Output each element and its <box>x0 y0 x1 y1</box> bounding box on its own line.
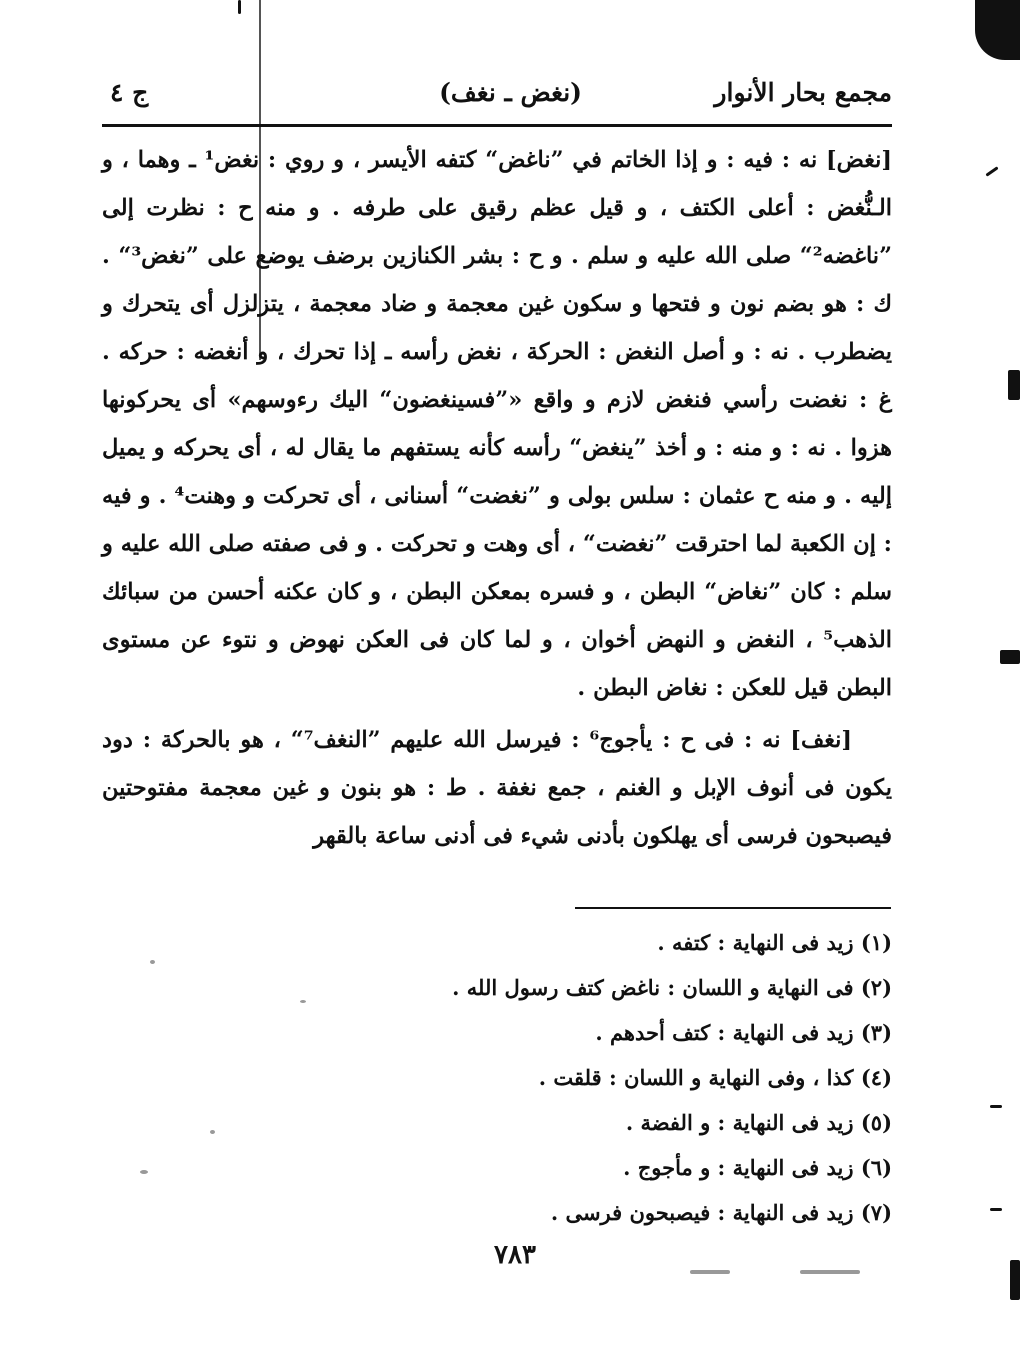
footnote-7: (٧) زيد فى النهاية : فيصبحون فرسى . <box>550 1200 892 1225</box>
page-number: ٧٨٣ <box>494 1240 536 1270</box>
footnote-rule <box>575 907 891 909</box>
header-headwords: (نغض ـ نغف) <box>439 78 582 107</box>
entry-nghf: [نغف] نه : فى ح : يأجوج⁶ : فيرسل الله عليهم ”النغف⁷“ ، هو بالحركة : دود يكون فى أنوف الإبل و الغنم ، جمع نغفة . ط : هو بنون و غين معجمة مفتوحتين فيصبحون فرسى أى يهلكون بأدنى شيء فى أدنى ساعة بالقهر <box>102 727 892 849</box>
scan-noise <box>800 1270 860 1274</box>
edge-tick-right-1 <box>985 166 998 176</box>
edge-tick-right-3 <box>990 1208 1002 1211</box>
main-text <box>102 136 892 860</box>
footnote-5: (٥) زيد فى النهاية : و الفضة . <box>625 1110 892 1135</box>
page-header <box>100 72 892 112</box>
running-title: مجمع بحار الأنوار <box>714 78 892 107</box>
scan-noise <box>140 1170 148 1174</box>
scan-noise <box>300 1000 306 1003</box>
edge-tick-right-2 <box>990 1105 1002 1108</box>
footnote-4: (٤) كذا ، وفى النهاية و اللسان : قلقت . <box>538 1065 892 1090</box>
footnote-6: (٦) زيد فى النهاية : و مأجوج . <box>623 1155 892 1180</box>
footnote-1: (١) زيد فى النهاية : كتفه . <box>657 930 892 955</box>
edge-blot-right-2 <box>1000 650 1020 664</box>
edge-blot-top-right <box>975 0 1020 60</box>
footnotes <box>292 920 892 1235</box>
edge-blot-right-1 <box>1008 370 1020 400</box>
entry-nghd: [نغض] نه : فيه : و إذا الخاتم في ”ناغض“ كتفه الأيسر ، و روي : نغض¹ ـ وهما ، و الـنُّغض : أعلى الكتف ، و قيل عظم رقيق على طرفه . و منه ح : نظرت إلى ”ناغضه²“ صلى الله عليه و سلم . و ح : بشر الكنازين برضف يوضع على ”نغض³“ . ك : هو بضم نون و فتحها و سكون غين معجمة و ضاد معجمة ، يتزلزل أى يتحرك و يضطرب . نه : و أصل النغض : الحركة ، نغض رأسه ـ إذا تحرك ، و أنغضه : حركه . غ : نغضت رأسي فنغض لازم و واقع «”فسينغضون“ اليك رءوسهم» أى يحركونها هزوا . نه : و منه : و أخذ ”ينغض“ رأسه كأنه يستفهم ما يقال له ، أى يحركه و يميل إليه . و منه ح عثمان : سلس بولى و ”نغضت“ أسنانى ، أى تحركت و وهنت⁴ . و فيه : إن الكعبة لما احترقت ”نغضت“ ، أى وهت و تحركت . و فى صفته صلى الله عليه و سلم : كان ”نغاض“ البطن ، و فسره بمعكن البطن ، و كان عكنه أحسن من سبائك الذهب⁵ ، النغض و النهض أخوان ، و لما كان فى العكن نهوض و نتوء عن مستوى البطن قيل للعكن : نغاض البطن . <box>102 147 893 701</box>
scan-noise <box>690 1270 730 1274</box>
edge-blot-right-3 <box>1010 1260 1020 1300</box>
footnote-3: (٣) زيد فى النهاية : كتف أحدهم . <box>595 1020 892 1045</box>
header-rule <box>102 124 892 127</box>
footnote-2: (٢) فى النهاية و اللسان : ناغض كتف رسول الله . <box>452 975 892 1000</box>
scan-noise <box>210 1130 215 1134</box>
volume-number: ج ٤ <box>110 78 149 107</box>
scan-noise <box>150 960 155 964</box>
edge-mark-left <box>238 0 241 14</box>
